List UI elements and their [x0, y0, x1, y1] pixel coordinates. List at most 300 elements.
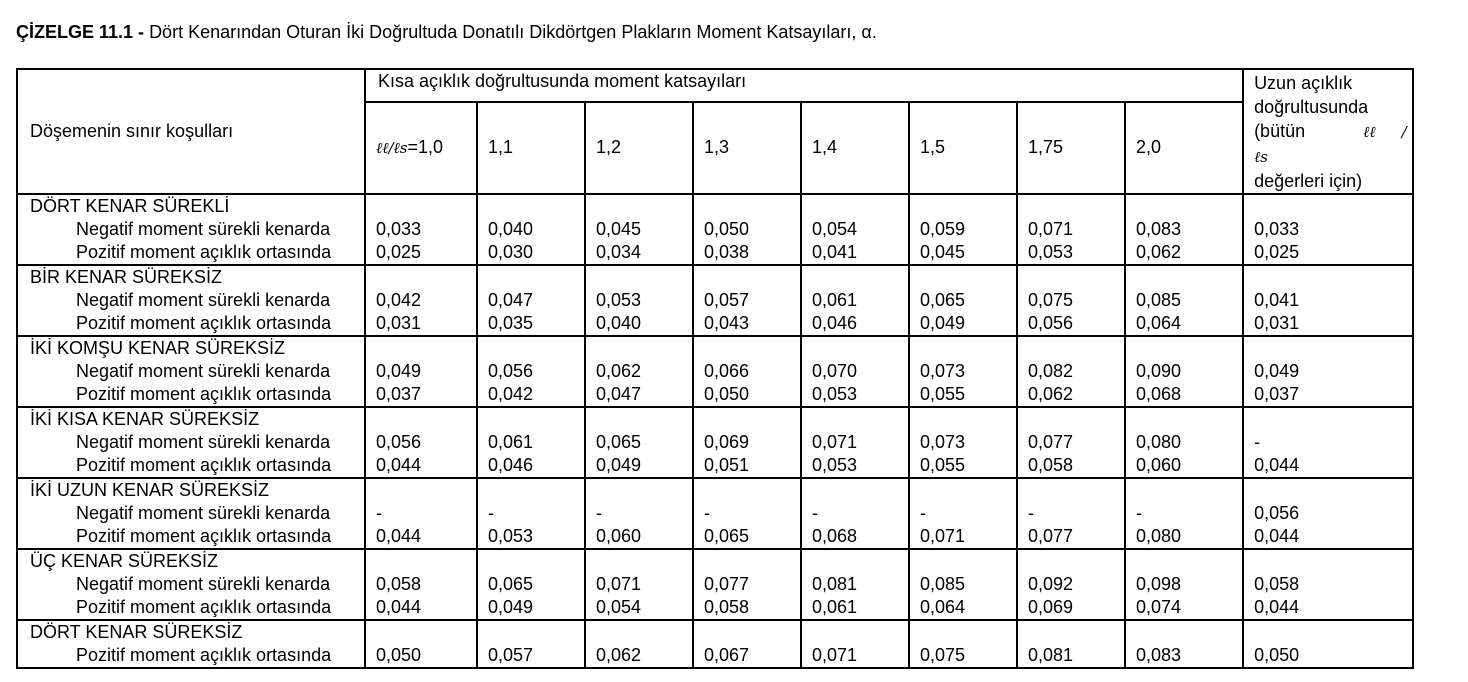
long-span-value-cell: [1243, 265, 1413, 336]
spacer: [1254, 479, 1412, 502]
negative-moment-label: Negatif moment sürekli kenarda: [76, 361, 331, 381]
positive-coefficient: 0,075: [920, 645, 966, 665]
positive-coefficient: 0,031: [1254, 313, 1300, 333]
positive-coefficient: 0,080: [1136, 526, 1182, 546]
coefficient-cell: [585, 336, 693, 407]
negative-moment-label: Negatif moment sürekli kenarda: [76, 574, 331, 594]
positive-coefficient: 0,044: [1254, 597, 1300, 617]
conditions-header: Döşemenin sınır koşulları: [17, 69, 365, 194]
spacer: [1254, 621, 1412, 644]
coefficient-cell: [585, 194, 693, 265]
positive-moment-label: Pozitif moment açıklık ortasında: [76, 242, 332, 262]
spacer: [596, 337, 692, 360]
coefficient-cell: [1125, 478, 1243, 549]
negative-coefficient: 0,066: [704, 361, 750, 381]
positive-coefficient: 0,035: [488, 313, 534, 333]
coefficient-cell: [801, 478, 909, 549]
coefficient-cell: [585, 478, 693, 549]
coefficient-cell: [801, 620, 909, 668]
boundary-condition-cell: [17, 549, 365, 620]
negative-coefficient: 0,061: [812, 290, 858, 310]
negative-coefficient: 0,077: [1028, 432, 1074, 452]
caption-text: Dört Kenarından Oturan İki Doğrultuda Donatılı Dikdörtgen Plakların Moment Katsayıları, α.: [149, 22, 877, 42]
negative-coefficient: -: [1254, 432, 1261, 452]
spacer: [1254, 337, 1412, 360]
spacer: [596, 550, 692, 573]
positive-moment-label: Pozitif moment açıklık ortasında: [76, 384, 332, 404]
table-row: [17, 620, 1413, 668]
positive-coefficient: 0,065: [704, 526, 750, 546]
negative-coefficient: 0,045: [596, 219, 642, 239]
spacer: [1136, 408, 1242, 431]
positive-coefficient: 0,071: [920, 526, 966, 546]
long-header-line1: Uzun açıklık: [1254, 73, 1353, 93]
table-caption: [16, 22, 877, 43]
negative-coefficient: -: [920, 503, 926, 523]
coefficient-cell: [365, 478, 477, 549]
table-row: [17, 336, 1413, 407]
table-row: [17, 478, 1413, 549]
spacer: [812, 195, 908, 218]
coefficient-cell: [909, 336, 1017, 407]
spacer: [1254, 408, 1412, 431]
positive-coefficient: 0,030: [488, 242, 534, 262]
ratio-header: 1,2: [585, 102, 693, 195]
spacer: [920, 408, 1016, 431]
negative-coefficient: 0,065: [920, 290, 966, 310]
coefficient-cell: [909, 620, 1017, 668]
spacer: [1028, 550, 1124, 573]
negative-coefficient: 0,075: [1028, 290, 1074, 310]
positive-coefficient: 0,057: [488, 645, 534, 665]
coefficient-cell: [909, 194, 1017, 265]
spacer: [704, 408, 800, 431]
positive-coefficient: 0,038: [704, 242, 750, 262]
spacer: [812, 550, 908, 573]
spacer: [1028, 408, 1124, 431]
positive-coefficient: 0,058: [704, 597, 750, 617]
spacer: [488, 266, 584, 289]
negative-coefficient: 0,056: [376, 432, 422, 452]
coefficient-cell: [585, 265, 693, 336]
spacer: [596, 266, 692, 289]
spacer: [1136, 621, 1242, 644]
negative-coefficient: 0,059: [920, 219, 966, 239]
boundary-condition-cell: [17, 620, 365, 668]
coefficient-cell: [693, 194, 801, 265]
negative-coefficient: 0,049: [1254, 361, 1300, 381]
spacer: [704, 621, 800, 644]
negative-coefficient: 0,041: [1254, 290, 1300, 310]
spacer: [488, 479, 584, 502]
positive-coefficient: 0,044: [376, 597, 422, 617]
negative-coefficient: 0,092: [1028, 574, 1074, 594]
negative-coefficient: 0,054: [812, 219, 858, 239]
coefficient-cell: [1125, 194, 1243, 265]
long-span-value-cell: [1243, 549, 1413, 620]
negative-coefficient: 0,077: [704, 574, 750, 594]
spacer: [1254, 266, 1412, 289]
negative-coefficient: 0,050: [704, 219, 750, 239]
positive-coefficient: 0,050: [704, 384, 750, 404]
boundary-condition-cell: [17, 407, 365, 478]
positive-coefficient: 0,064: [920, 597, 966, 617]
coefficient-cell: [477, 620, 585, 668]
positive-coefficient: 0,060: [596, 526, 642, 546]
condition-title: BİR KENAR SÜREKSİZ: [30, 267, 223, 287]
positive-coefficient: 0,025: [376, 242, 422, 262]
coefficient-cell: [801, 336, 909, 407]
positive-coefficient: 0,053: [1028, 242, 1074, 262]
coefficient-cell: [365, 194, 477, 265]
condition-title: DÖRT KENAR SÜREKSİZ: [30, 622, 243, 642]
positive-coefficient: 0,055: [920, 384, 966, 404]
ratio-header: 2,0: [1125, 102, 1243, 195]
negative-coefficient: -: [488, 503, 494, 523]
positive-coefficient: 0,062: [596, 645, 642, 665]
spacer: [488, 621, 584, 644]
long-span-value-cell: [1243, 194, 1413, 265]
long-header-line4: değerleri için): [1254, 171, 1363, 191]
spacer: [704, 337, 800, 360]
negative-coefficient: 0,098: [1136, 574, 1182, 594]
ratio-header: 1,4: [801, 102, 909, 195]
positive-coefficient: 0,040: [596, 313, 642, 333]
spacer: [596, 408, 692, 431]
spacer: [596, 621, 692, 644]
boundary-condition-cell: [17, 336, 365, 407]
spacer: [1136, 479, 1242, 502]
coefficient-cell: [909, 478, 1017, 549]
coefficient-cell: [693, 549, 801, 620]
ratio-symbol: ℓℓ/ℓs: [376, 138, 408, 157]
negative-coefficient: -: [1136, 503, 1142, 523]
positive-coefficient: 0,050: [1254, 645, 1300, 665]
positive-moment-label: Pozitif moment açıklık ortasında: [76, 597, 332, 617]
positive-coefficient: 0,083: [1136, 645, 1182, 665]
spacer: [812, 479, 908, 502]
coefficient-cell: [909, 407, 1017, 478]
spacer: [488, 195, 584, 218]
ratio-header: 1,3: [693, 102, 801, 195]
positive-coefficient: 0,050: [376, 645, 422, 665]
coefficient-cell: [585, 407, 693, 478]
ratio-header: 1,75: [1017, 102, 1125, 195]
positive-coefficient: 0,037: [376, 384, 422, 404]
condition-title: İKİ KISA KENAR SÜREKSİZ: [30, 409, 260, 429]
coefficient-cell: [365, 407, 477, 478]
negative-coefficient: 0,083: [1136, 219, 1182, 239]
negative-coefficient: 0,065: [488, 574, 534, 594]
spacer: [920, 550, 1016, 573]
positive-coefficient: 0,044: [1254, 526, 1300, 546]
positive-moment-label: Pozitif moment açıklık ortasında: [76, 313, 332, 333]
ratio-header-1-0: [365, 102, 477, 195]
negative-coefficient: 0,080: [1136, 432, 1182, 452]
positive-coefficient: 0,074: [1136, 597, 1182, 617]
coefficient-cell: [1017, 478, 1125, 549]
negative-coefficient: 0,056: [1254, 503, 1300, 523]
coefficient-cell: [1017, 336, 1125, 407]
spacer: [704, 266, 800, 289]
positive-coefficient: 0,053: [488, 526, 534, 546]
positive-coefficient: 0,051: [704, 455, 750, 475]
positive-coefficient: 0,062: [1028, 384, 1074, 404]
positive-coefficient: 0,054: [596, 597, 642, 617]
negative-coefficient: 0,033: [1254, 219, 1300, 239]
positive-coefficient: 0,058: [1028, 455, 1074, 475]
positive-coefficient: 0,064: [1136, 313, 1182, 333]
positive-coefficient: 0,053: [812, 384, 858, 404]
negative-coefficient: 0,056: [488, 361, 534, 381]
long-span-header: [1243, 69, 1413, 194]
spacer: [596, 195, 692, 218]
positive-moment-label: Pozitif moment açıklık ortasında: [76, 455, 332, 475]
coefficient-cell: [1125, 265, 1243, 336]
spacer: [1028, 266, 1124, 289]
spacer: [1136, 337, 1242, 360]
positive-coefficient: 0,044: [376, 455, 422, 475]
boundary-condition-cell: [17, 265, 365, 336]
negative-coefficient: 0,057: [704, 290, 750, 310]
coefficient-cell: [801, 194, 909, 265]
negative-moment-label: Negatif moment sürekli kenarda: [76, 503, 331, 523]
positive-coefficient: 0,044: [376, 526, 422, 546]
negative-coefficient: 0,062: [596, 361, 642, 381]
spacer: [920, 266, 1016, 289]
spacer: [704, 195, 800, 218]
spacer: [488, 550, 584, 573]
negative-coefficient: 0,070: [812, 361, 858, 381]
negative-coefficient: 0,073: [920, 361, 966, 381]
negative-coefficient: -: [596, 503, 602, 523]
negative-coefficient: 0,042: [376, 290, 422, 310]
condition-title: İKİ UZUN KENAR SÜREKSİZ: [30, 480, 270, 500]
condition-title: DÖRT KENAR SÜREKLİ: [30, 196, 230, 216]
negative-coefficient: 0,073: [920, 432, 966, 452]
spacer: [920, 337, 1016, 360]
coefficient-cell: [1125, 620, 1243, 668]
spacer: [704, 550, 800, 573]
table-row: [17, 194, 1413, 265]
negative-coefficient: 0,033: [376, 219, 422, 239]
coefficient-cell: [365, 620, 477, 668]
ratio-header: 1,5: [909, 102, 1017, 195]
positive-coefficient: 0,060: [1136, 455, 1182, 475]
positive-coefficient: 0,043: [704, 313, 750, 333]
positive-coefficient: 0,068: [1136, 384, 1182, 404]
spacer: [1136, 266, 1242, 289]
spacer: [812, 408, 908, 431]
coefficient-cell: [801, 407, 909, 478]
moment-coefficient-table: [16, 68, 1414, 669]
spacer: [812, 621, 908, 644]
coefficient-cell: [1017, 620, 1125, 668]
spacer: [704, 479, 800, 502]
coefficient-cell: [365, 549, 477, 620]
positive-coefficient: 0,046: [812, 313, 858, 333]
coefficient-cell: [477, 265, 585, 336]
negative-coefficient: 0,061: [488, 432, 534, 452]
positive-coefficient: 0,067: [704, 645, 750, 665]
positive-coefficient: 0,034: [596, 242, 642, 262]
spacer: [1136, 550, 1242, 573]
negative-coefficient: 0,081: [812, 574, 858, 594]
coefficient-cell: [585, 549, 693, 620]
coefficient-cell: [477, 194, 585, 265]
positive-coefficient: 0,025: [1254, 242, 1300, 262]
boundary-condition-cell: [17, 478, 365, 549]
negative-coefficient: -: [1028, 503, 1034, 523]
positive-coefficient: 0,046: [488, 455, 534, 475]
table-row: [17, 265, 1413, 336]
coefficient-cell: [693, 478, 801, 549]
negative-moment-label: Negatif moment sürekli kenarda: [76, 432, 331, 452]
spacer: [376, 408, 476, 431]
negative-coefficient: 0,082: [1028, 361, 1074, 381]
negative-coefficient: 0,065: [596, 432, 642, 452]
coefficient-cell: [909, 265, 1017, 336]
positive-coefficient: 0,041: [812, 242, 858, 262]
negative-coefficient: -: [704, 503, 710, 523]
negative-coefficient: 0,071: [812, 432, 858, 452]
positive-coefficient: 0,062: [1136, 242, 1182, 262]
positive-coefficient: 0,077: [1028, 526, 1074, 546]
negative-coefficient: 0,071: [1028, 219, 1074, 239]
spacer: [1028, 479, 1124, 502]
spacer: [596, 479, 692, 502]
coefficient-cell: [909, 549, 1017, 620]
spacer: [376, 337, 476, 360]
coefficient-cell: [693, 265, 801, 336]
long-header-ratio-symbol: ℓℓ: [1363, 123, 1376, 141]
condition-title: İKİ KOMŞU KENAR SÜREKSİZ: [30, 338, 286, 358]
positive-coefficient: 0,042: [488, 384, 534, 404]
spacer: [920, 621, 1016, 644]
long-span-value-cell: [1243, 478, 1413, 549]
negative-coefficient: -: [812, 503, 818, 523]
spacer: [1254, 550, 1412, 573]
positive-coefficient: 0,056: [1028, 313, 1074, 333]
coefficient-cell: [477, 549, 585, 620]
coefficient-cell: [365, 265, 477, 336]
negative-coefficient: 0,047: [488, 290, 534, 310]
long-span-value-cell: [1243, 620, 1413, 668]
positive-coefficient: 0,049: [596, 455, 642, 475]
coefficient-cell: [477, 336, 585, 407]
positive-moment-label: Pozitif moment açıklık ortasında: [76, 526, 332, 546]
spacer: [1028, 195, 1124, 218]
long-span-value-cell: [1243, 336, 1413, 407]
positive-coefficient: 0,061: [812, 597, 858, 617]
negative-coefficient: 0,090: [1136, 361, 1182, 381]
coefficient-cell: [801, 549, 909, 620]
positive-coefficient: 0,053: [812, 455, 858, 475]
positive-coefficient: 0,069: [1028, 597, 1074, 617]
spacer: [488, 408, 584, 431]
positive-coefficient: 0,071: [812, 645, 858, 665]
negative-coefficient: 0,071: [596, 574, 642, 594]
coefficient-cell: [693, 336, 801, 407]
negative-coefficient: 0,040: [488, 219, 534, 239]
negative-coefficient: 0,085: [1136, 290, 1182, 310]
spacer: [920, 195, 1016, 218]
spacer: [376, 479, 476, 502]
positive-coefficient: 0,081: [1028, 645, 1074, 665]
coefficient-cell: [801, 265, 909, 336]
long-header-line2: doğrultusunda: [1254, 97, 1369, 117]
coefficient-cell: [477, 407, 585, 478]
positive-coefficient: 0,049: [920, 313, 966, 333]
negative-coefficient: 0,053: [596, 290, 642, 310]
negative-moment-label: Negatif moment sürekli kenarda: [76, 290, 331, 310]
negative-coefficient: 0,085: [920, 574, 966, 594]
positive-coefficient: 0,047: [596, 384, 642, 404]
coefficient-cell: [1017, 194, 1125, 265]
negative-coefficient: 0,058: [376, 574, 422, 594]
coefficient-cell: [1125, 407, 1243, 478]
positive-coefficient: 0,037: [1254, 384, 1300, 404]
long-span-value-cell: [1243, 407, 1413, 478]
caption-label: ÇİZELGE 11.1 -: [16, 22, 145, 42]
condition-title: ÜÇ KENAR SÜREKSİZ: [30, 551, 219, 571]
coefficient-cell: [693, 620, 801, 668]
short-span-group-header: Kısa açıklık doğrultusunda moment katsayıları: [365, 69, 1243, 102]
negative-coefficient: 0,049: [376, 361, 422, 381]
ratio-first: =1,0: [407, 136, 444, 157]
positive-coefficient: 0,044: [1254, 455, 1300, 475]
coefficient-cell: [477, 478, 585, 549]
positive-coefficient: 0,055: [920, 455, 966, 475]
coefficient-cell: [1017, 407, 1125, 478]
table-row: [17, 407, 1413, 478]
spacer: [376, 621, 476, 644]
spacer: [1136, 195, 1242, 218]
negative-coefficient: 0,069: [704, 432, 750, 452]
coefficient-cell: [1017, 265, 1125, 336]
table-row: [17, 549, 1413, 620]
positive-moment-label: Pozitif moment açıklık ortasında: [76, 645, 332, 665]
negative-coefficient: 0,058: [1254, 574, 1300, 594]
coefficient-cell: [365, 336, 477, 407]
spacer: [376, 195, 476, 218]
spacer: [376, 550, 476, 573]
boundary-condition-cell: [17, 194, 365, 265]
spacer: [812, 337, 908, 360]
positive-coefficient: 0,045: [920, 242, 966, 262]
positive-coefficient: 0,068: [812, 526, 858, 546]
spacer: [1254, 195, 1412, 218]
long-header-ratio-symbol-2: /ℓs: [1254, 123, 1407, 166]
spacer: [920, 479, 1016, 502]
ratio-header: 1,1: [477, 102, 585, 195]
coefficient-cell: [1125, 336, 1243, 407]
positive-coefficient: 0,049: [488, 597, 534, 617]
long-header-line3a: (bütün: [1254, 121, 1306, 141]
spacer: [376, 266, 476, 289]
negative-coefficient: -: [376, 503, 382, 523]
coefficient-cell: [585, 620, 693, 668]
positive-coefficient: 0,031: [376, 313, 422, 333]
spacer: [1028, 337, 1124, 360]
spacer: [1028, 621, 1124, 644]
spacer: [812, 266, 908, 289]
coefficient-cell: [1017, 549, 1125, 620]
negative-moment-label: Negatif moment sürekli kenarda: [76, 219, 331, 239]
coefficient-cell: [693, 407, 801, 478]
coefficient-cell: [1125, 549, 1243, 620]
spacer: [488, 337, 584, 360]
